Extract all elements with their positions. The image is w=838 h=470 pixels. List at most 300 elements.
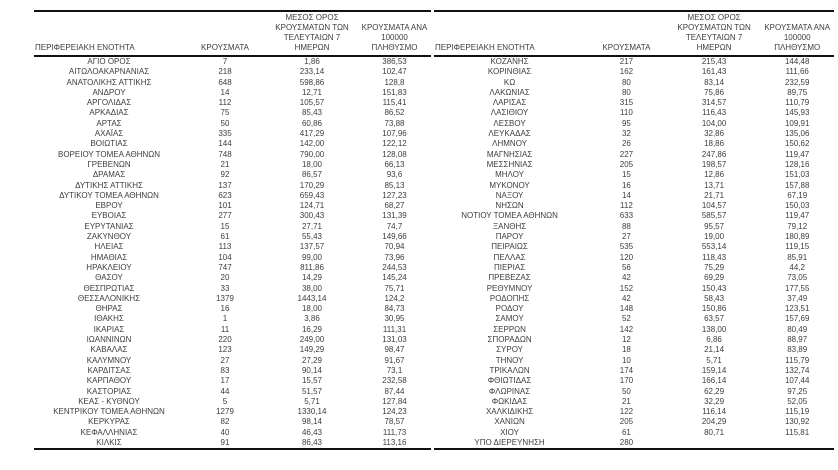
cell-cases-per-100000: 157,88 (784, 180, 810, 190)
cell-cases: 20 (220, 273, 230, 283)
cell-7day-average: 5,71 (706, 355, 722, 365)
cell-cases: 748 (218, 149, 232, 159)
cell-cases: 218 (218, 67, 232, 77)
cell-cases: 110 (620, 108, 633, 118)
cell-regional-unit: ΝΟΤΙΟΥ ΤΟΜΕΑ ΑΘΗΝΩΝ (461, 211, 558, 221)
cell-regional-unit: ΑΧΑΪΑΣ (94, 129, 124, 139)
cell-cases-per-100000: 91,67 (384, 355, 405, 365)
table-row (34, 407, 431, 417)
cell-cases: 104 (218, 252, 232, 262)
cell-regional-unit: ΘΕΣΠΡΩΤΙΑΣ (83, 283, 135, 293)
cell-cases: 18 (621, 345, 631, 355)
cell-cases-per-100000: 73,96 (384, 252, 405, 262)
cell-cases: 15 (220, 221, 230, 231)
cell-7day-average: 75,86 (704, 87, 725, 97)
cell-regional-unit: ΚΕΦΑΛΛΗΝΙΑΣ (80, 427, 138, 437)
cell-cases: 56 (621, 262, 631, 272)
cell-cases: 144 (218, 139, 232, 149)
cell-cases-per-100000: 30,95 (384, 314, 405, 324)
cell-cases: 61 (220, 232, 230, 242)
cell-cases: 205 (619, 159, 634, 169)
cell-7day-average: 86,57 (301, 170, 323, 180)
cell-regional-unit: ΒΟΙΩΤΙΑΣ (90, 139, 128, 149)
table-row (34, 139, 431, 149)
cell-cases: 10 (621, 355, 631, 365)
cell-regional-unit: ΤΡΙΚΑΛΩΝ (489, 365, 530, 375)
cell-7day-average: 13,71 (704, 180, 725, 190)
table-row (34, 366, 431, 376)
cell-7day-average: 247,86 (701, 149, 727, 159)
cell-cases: 277 (218, 211, 232, 221)
cell-7day-average: 249,00 (299, 335, 325, 345)
cell-7day-average: 55,43 (301, 232, 323, 242)
cell-7day-average: 69,29 (704, 273, 725, 283)
cell-cases-per-100000: 157,69 (784, 314, 810, 324)
cell-regional-unit: ΠΡΕΒΕΖΑΣ (488, 273, 531, 283)
table-row (434, 160, 834, 170)
header-line: ΚΡΟΥΣΜΑΤΩΝ ΤΩΝ (275, 23, 349, 32)
cell-cases: 15 (621, 170, 631, 180)
cell-regional-unit: ΚΑΣΤΟΡΙΑΣ (86, 386, 132, 396)
cell-regional-unit: ΚΑΛΥΜΝΟΥ (86, 355, 132, 365)
cell-cases: 26 (621, 139, 631, 149)
table-row (434, 335, 834, 345)
cell-cases: 113 (218, 242, 232, 252)
cell-7day-average: 21,14 (704, 345, 725, 355)
cell-cases-per-100000: 110,79 (785, 98, 810, 108)
cell-cases: 75 (220, 108, 230, 118)
cell-cases: 61 (621, 427, 631, 437)
cell-cases-per-100000: 131,39 (382, 211, 407, 221)
table-row (34, 387, 431, 397)
cell-7day-average: 811,86 (300, 262, 324, 272)
column-header-cases: ΚΡΟΥΣΜΑΤΑ (602, 43, 651, 52)
cell-cases-per-100000: 130,92 (784, 417, 810, 427)
cell-cases: 92 (220, 170, 230, 180)
table-row (434, 407, 834, 417)
cell-regional-unit: ΚΟΖΑΝΗΣ (490, 57, 529, 66)
table-row (434, 376, 834, 386)
cell-7day-average: 116,14 (702, 407, 727, 417)
cell-cases: 95 (621, 118, 631, 128)
cell-cases: 315 (619, 98, 634, 108)
cell-cases-per-100000: 232,58 (382, 376, 407, 386)
table-row (34, 356, 431, 366)
cell-cases-per-100000: 244,53 (382, 262, 407, 272)
cell-7day-average: 198,57 (701, 159, 727, 169)
cell-cases-per-100000: 98,47 (384, 345, 405, 355)
table-row (434, 211, 834, 221)
table-row (434, 438, 834, 449)
cell-cases-per-100000: 115,81 (785, 427, 810, 437)
cell-7day-average: 21,71 (704, 190, 725, 200)
cell-cases: 21 (621, 396, 631, 406)
header-line: ΚΡΟΥΣΜΑΤΑ ΑΝΑ 100000 (361, 23, 428, 42)
cell-cases-per-100000: 128,08 (382, 149, 407, 159)
column-header-regional-unit: ΠΕΡΙΦΕΡΕΙΑΚΗ ΕΝΟΤΗΤΑ (435, 43, 535, 52)
cell-regional-unit: ΜΥΚΟΝΟΥ (489, 180, 530, 190)
cell-cases-per-100000: 88,97 (787, 335, 808, 345)
cell-cases-per-100000: 66,13 (384, 159, 405, 169)
cell-cases-per-100000: 180,89 (784, 232, 810, 242)
table-row (34, 242, 431, 252)
cell-regional-unit: ΡΕΘΥΜΝΟΥ (486, 283, 533, 293)
cell-7day-average: 38,00 (301, 283, 323, 293)
cell-regional-unit: ΙΩΑΝΝΙΝΩΝ (86, 335, 132, 345)
cell-cases: 170 (619, 376, 634, 386)
cell-7day-average: 51,57 (301, 386, 323, 396)
cell-cases: 42 (621, 273, 631, 283)
cell-cases-per-100000: 115,79 (785, 355, 810, 365)
table-row (434, 345, 834, 355)
cell-regional-unit: ΣΥΡΟΥ (496, 345, 524, 355)
cell-cases: 16 (621, 180, 631, 190)
table-row (434, 314, 834, 324)
cell-7day-average: 138,00 (701, 324, 727, 334)
cell-regional-unit: ΠΕΙΡΑΙΩΣ (491, 242, 528, 252)
cell-cases-per-100000: 232,59 (784, 77, 810, 87)
table-row (434, 181, 834, 191)
table-row (434, 232, 834, 242)
cell-7day-average: 105,57 (299, 98, 325, 108)
cell-regional-unit: ΚΕΑΣ - ΚΥΘΝΟΥ (78, 396, 140, 406)
cell-7day-average: 46,43 (301, 427, 323, 437)
cell-regional-unit: ΧΙΟΥ (500, 427, 519, 437)
table-row (34, 314, 431, 324)
cell-cases: 21 (220, 159, 230, 169)
cell-cases: 27 (621, 232, 631, 242)
cell-cases-per-100000: 127,23 (382, 190, 407, 200)
header-line: ΚΡΟΥΣΜΑΤΩΝ ΤΩΝ (677, 23, 751, 32)
table-row (34, 129, 431, 139)
table-row (34, 201, 431, 211)
cell-7day-average: 27,71 (301, 221, 323, 231)
table-row (434, 366, 834, 376)
cell-regional-unit: ΦΩΚΙΔΑΣ (491, 396, 528, 406)
table-row (34, 181, 431, 191)
cell-cases-per-100000: 70,94 (384, 242, 405, 252)
cell-regional-unit: ΤΗΝΟΥ (495, 355, 524, 365)
cell-7day-average: 149,29 (299, 345, 325, 355)
cell-7day-average: 12,86 (704, 170, 725, 180)
table-row (434, 191, 834, 201)
cell-cases-per-100000: 73,1 (386, 365, 403, 375)
cell-7day-average: 170,29 (299, 180, 325, 190)
cell-cases-per-100000: 86,52 (384, 108, 405, 118)
table-row (434, 139, 834, 149)
cell-cases: 101 (218, 201, 232, 211)
cell-regional-unit: ΠΑΡΟΥ (495, 232, 524, 242)
cell-cases: 7 (222, 57, 228, 66)
cell-cases-per-100000: 89,75 (787, 87, 808, 97)
table-row (34, 438, 431, 449)
cell-7day-average: 1,86 (304, 57, 320, 66)
cell-regional-unit: ΜΑΓΝΗΣΙΑΣ (486, 149, 533, 159)
column-header-cases-per-100000 (760, 11, 834, 56)
cell-cases: 148 (619, 304, 634, 314)
cell-regional-unit: ΠΙΕΡΙΑΣ (493, 262, 526, 272)
cell-cases-per-100000: 119,15 (785, 242, 810, 252)
table-row (434, 170, 834, 180)
table-row (34, 417, 431, 427)
cell-7day-average: 116,43 (702, 108, 727, 118)
cell-7day-average: 790,00 (299, 149, 325, 159)
cell-7day-average: 14,29 (301, 273, 323, 283)
cell-regional-unit: ΚΑΡΠΑΘΟΥ (86, 376, 132, 386)
cell-7day-average: 16,29 (301, 324, 323, 334)
cell-regional-unit: ΑΓΙΟ ΟΡΟΣ (87, 57, 131, 66)
cell-cases-per-100000: 145,24 (382, 273, 407, 283)
table-header (34, 11, 431, 56)
cell-regional-unit: ΛΕΥΚΑΔΑΣ (488, 129, 531, 139)
table-row (34, 376, 431, 386)
cell-regional-unit: ΛΑΣΙΘΙΟΥ (490, 108, 529, 118)
cell-cases: 1279 (216, 407, 234, 417)
cell-cases-per-100000: 115,41 (382, 98, 407, 108)
table-row (434, 150, 834, 160)
cell-regional-unit: ΑΝΔΡΟΥ (92, 87, 126, 97)
cell-7day-average: 86,43 (301, 437, 323, 447)
cell-regional-unit: ΔΡΑΜΑΣ (92, 170, 126, 180)
table-row (34, 273, 431, 283)
cell-7day-average: 80,71 (704, 427, 725, 437)
cell-regional-unit: ΔΥΤΙΚΟΥ ΤΟΜΕΑ ΑΘΗΝΩΝ (59, 190, 159, 200)
cell-7day-average: 314,57 (701, 98, 727, 108)
table-row (34, 56, 431, 67)
cell-7day-average: 150,86 (701, 304, 727, 314)
column-header-7day-average (668, 11, 761, 56)
cell-regional-unit: ΣΠΟΡΑΔΩΝ (487, 335, 532, 345)
header-line: ΤΕΛΕΥΤΑΙΩΝ 7 ΗΜΕΡΩΝ (685, 33, 743, 52)
cell-regional-unit: ΖΑΚΥΝΘΟΥ (86, 232, 132, 242)
cell-cases-per-100000: 79,12 (787, 221, 808, 231)
cell-cases: 88 (621, 221, 631, 231)
column-header-cases-per-100000 (358, 11, 431, 56)
cell-7day-average: 215,43 (701, 57, 727, 66)
table-row (434, 242, 834, 252)
cell-cases: 80 (621, 87, 631, 97)
cell-7day-average: 142,00 (299, 139, 325, 149)
cell-regional-unit: ΧΑΝΙΩΝ (494, 417, 525, 427)
cell-regional-unit: ΕΥΡΥΤΑΝΙΑΣ (84, 221, 134, 231)
cell-cases-per-100000: 97,25 (787, 386, 808, 396)
cell-regional-unit: ΝΗΣΩΝ (495, 201, 524, 211)
table-row (434, 417, 834, 427)
cell-7day-average: 137,57 (299, 242, 325, 252)
cell-cases-per-100000: 124,2 (384, 293, 405, 303)
cell-cases-per-100000: 111,73 (382, 427, 407, 437)
cell-cases: 623 (218, 190, 232, 200)
cell-cases: 280 (619, 437, 634, 447)
cell-7day-average: 62,29 (704, 386, 725, 396)
cell-cases-per-100000: 135,06 (784, 129, 810, 139)
cell-cases-per-100000: 119,47 (785, 211, 810, 221)
table-row (34, 222, 431, 232)
header-line: ΠΛΗΘΥΣΜΟ (371, 43, 418, 52)
cell-cases-per-100000: 80,49 (787, 324, 808, 334)
cell-regional-unit: ΞΑΝΘΗΣ (492, 221, 527, 231)
table-body (34, 56, 431, 449)
cell-7day-average: 18,00 (301, 159, 323, 169)
cell-cases: 40 (220, 427, 230, 437)
cell-regional-unit: ΚΑΡΔΙΤΣΑΣ (87, 365, 131, 375)
cell-cases: 220 (218, 335, 232, 345)
cell-cases: 33 (220, 283, 230, 293)
cell-7day-average: 99,00 (301, 252, 323, 262)
cell-regional-unit: ΘΗΡΑΣ (95, 304, 123, 314)
cell-cases-per-100000: 127,84 (382, 396, 407, 406)
cell-regional-unit: ΛΑΚΩΝΙΑΣ (489, 87, 530, 97)
cell-cases: 152 (619, 283, 634, 293)
table-row (34, 150, 431, 160)
cell-regional-unit: ΘΕΣΣΑΛΟΝΙΚΗΣ (77, 293, 141, 303)
cell-regional-unit: ΥΠΟ ΔΙΕΡΕΥΝΗΣΗ (474, 437, 545, 447)
cell-cases-per-100000: 151,03 (784, 170, 810, 180)
header-line: ΜΕΣΟΣ ΟΡΟΣ (285, 13, 339, 22)
cell-cases-per-100000: 115,19 (785, 407, 810, 417)
cell-7day-average: 1330,14 (297, 407, 327, 417)
table-row (434, 356, 834, 366)
cell-regional-unit: ΣΕΡΡΩΝ (493, 324, 526, 334)
cell-cases-per-100000: 124,23 (382, 407, 407, 417)
cell-7day-average: 166,14 (701, 376, 727, 386)
table-row (434, 98, 834, 108)
table-row (34, 304, 431, 314)
table-row (434, 88, 834, 98)
cell-cases: 122 (619, 407, 634, 417)
cell-regional-unit: ΦΛΩΡΙΝΑΣ (488, 386, 531, 396)
cell-regional-unit: ΚΙΛΚΙΣ (96, 437, 122, 447)
cell-cases-per-100000: 149,66 (382, 232, 407, 242)
table-row (34, 345, 431, 355)
cell-regional-unit: ΗΛΕΙΑΣ (94, 242, 124, 252)
table-row (434, 325, 834, 335)
cell-regional-unit: ΣΑΜΟΥ (495, 314, 524, 324)
cell-cases-per-100000: 144,48 (784, 57, 810, 66)
table-row (34, 263, 431, 273)
cell-7day-average: 204,29 (701, 417, 727, 427)
cell-regional-unit: ΡΟΔΟΥ (495, 304, 524, 314)
cell-7day-average: 90,14 (301, 365, 323, 375)
cell-cases: 535 (619, 242, 634, 252)
cell-cases-per-100000: 128,8 (384, 77, 405, 87)
cell-7day-average: 58,43 (704, 293, 725, 303)
table-row (34, 284, 431, 294)
cell-7day-average: 104,57 (701, 201, 727, 211)
cell-cases: 633 (619, 211, 634, 221)
cell-cases-per-100000: 145,93 (784, 108, 810, 118)
cell-cases: 1379 (216, 293, 234, 303)
cell-regional-unit: ΑΙΤΩΛΟΑΚΑΡΝΑΝΙΑΣ (68, 67, 150, 77)
cell-cases-per-100000: 111,66 (785, 67, 809, 77)
table-row (434, 78, 834, 88)
cell-7day-average: 95,57 (704, 221, 725, 231)
cell-cases-per-100000: 37,49 (787, 293, 808, 303)
cell-regional-unit: ΧΑΛΚΙΔΙΚΗΣ (485, 407, 534, 417)
cell-regional-unit: ΕΥΒΟΙΑΣ (91, 211, 127, 221)
cell-regional-unit: ΦΘΙΩΤΙΔΑΣ (487, 376, 532, 386)
table-row (34, 119, 431, 129)
cell-regional-unit: ΚΟΡΙΝΘΙΑΣ (487, 67, 532, 77)
cell-cases-per-100000: 107,44 (784, 376, 810, 386)
table-row (434, 304, 834, 314)
column-header-7day-average (266, 11, 358, 56)
cell-cases: 217 (619, 57, 634, 66)
cell-cases: 747 (218, 262, 232, 272)
table-row (34, 253, 431, 263)
cell-cases: 91 (220, 437, 230, 447)
cell-cases: 174 (619, 365, 634, 375)
table-row (34, 335, 431, 345)
cell-cases: 142 (619, 324, 634, 334)
cell-regional-unit: ΗΜΑΘΙΑΣ (90, 252, 128, 262)
table-body (434, 56, 834, 449)
cell-cases: 42 (621, 293, 631, 303)
cell-cases: 12 (621, 335, 631, 345)
table-row (34, 78, 431, 88)
table-row (34, 170, 431, 180)
cell-7day-average: 27,29 (301, 355, 323, 365)
cell-7day-average: 85,43 (301, 108, 323, 118)
cell-cases-per-100000: 102,47 (382, 67, 407, 77)
table-row (34, 88, 431, 98)
cell-7day-average: 104,00 (701, 118, 727, 128)
cell-7day-average: 98,14 (301, 417, 323, 427)
cell-7day-average: 159,14 (701, 365, 727, 375)
cell-7day-average: 659,43 (299, 190, 325, 200)
cell-regional-unit: ΗΡΑΚΛΕΙΟΥ (86, 262, 132, 272)
table-row (434, 294, 834, 304)
cell-7day-average: 18,00 (301, 304, 323, 314)
cell-cases-per-100000: 113,16 (382, 437, 407, 447)
table-row (34, 67, 431, 77)
cell-cases-per-100000: 73,05 (787, 273, 808, 283)
header-line: ΠΛΗΘΥΣΜΟ (774, 43, 821, 52)
cell-cases-per-100000: 123,51 (784, 304, 810, 314)
cell-cases-per-100000: 119,47 (785, 149, 810, 159)
cell-7day-average: 6,86 (706, 335, 722, 345)
cell-regional-unit: ΘΑΣΟΥ (95, 273, 123, 283)
cell-regional-unit: ΑΡΤΑΣ (96, 118, 122, 128)
cell-cases-per-100000 (760, 438, 834, 449)
table-row (434, 273, 834, 283)
header-line: ΜΕΣΟΣ ΟΡΟΣ (687, 13, 741, 22)
cell-cases: 162 (619, 67, 634, 77)
table-row (434, 253, 834, 263)
cell-7day-average: 553,14 (701, 242, 727, 252)
cell-regional-unit: ΙΚΑΡΙΑΣ (93, 324, 125, 334)
cell-cases: 1 (222, 314, 228, 324)
cell-7day-average: 63,57 (704, 314, 725, 324)
cell-cases-per-100000: 131,03 (382, 335, 407, 345)
cell-cases: 16 (220, 304, 230, 314)
table-row (34, 160, 431, 170)
cell-cases-per-100000: 128,16 (784, 159, 810, 169)
cell-7day-average: 3,86 (304, 314, 320, 324)
cell-7day-average: 12,71 (301, 87, 323, 97)
cell-7day-average: 32,29 (704, 396, 725, 406)
cell-7day-average: 15,57 (301, 376, 323, 386)
cell-cases-per-100000: 122,12 (382, 139, 407, 149)
cell-cases: 205 (619, 417, 634, 427)
cell-cases: 14 (220, 87, 230, 97)
regional-units-table-left (34, 10, 431, 450)
cell-regional-unit: ΜΗΛΟΥ (495, 170, 525, 180)
cell-cases: 112 (218, 98, 232, 108)
cell-cases-per-100000: 52,05 (787, 396, 808, 406)
cell-7day-average (668, 438, 761, 449)
table-row (434, 67, 834, 77)
